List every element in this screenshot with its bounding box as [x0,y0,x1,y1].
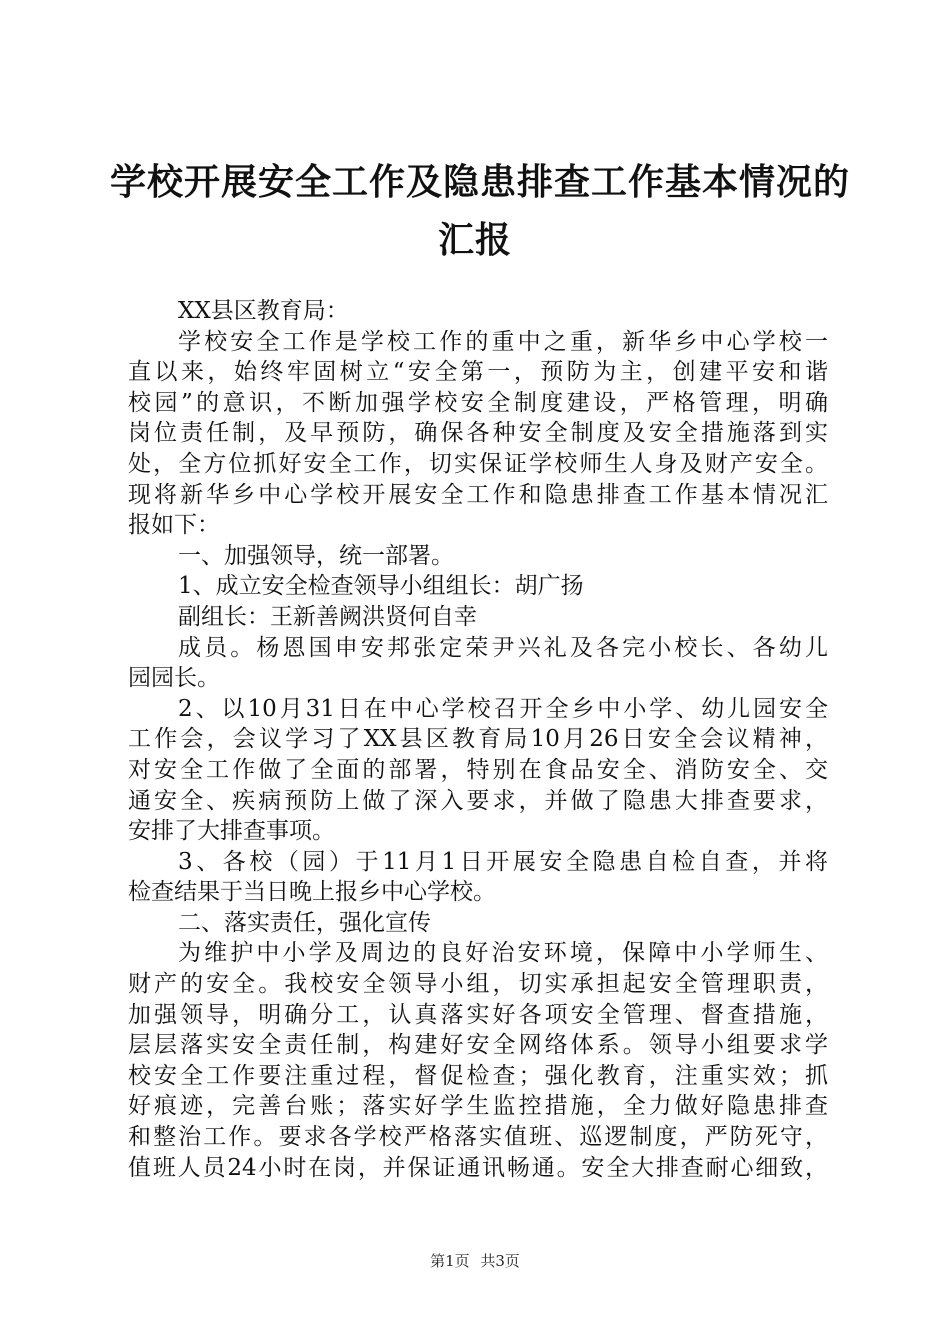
body-line: 检查结果于当日晚上报乡中心学校。 [128,879,496,906]
body-line: 3、各校（园）于11月1日开展安全隐患自检自查，并将 [178,848,828,875]
body-line: 现将新华乡中心学校开展安全工作和隐患排查工作基本情况汇 [128,481,828,508]
body-line: 层层落实安全责任制，构建好安全网络体系。领导小组要求学 [128,1032,828,1059]
body-line: 副组长：王新善阙洪贤何自幸 [178,603,477,630]
body-line: 学校安全工作是学校工作的重中之重，新华乡中心学校一 [178,328,828,355]
document-body [128,296,828,1183]
body-line: XX县区教育局： [178,298,349,324]
body-line: 报如下： [128,512,220,539]
body-line: 值班人员24小时在岗，并保证通讯畅通。安全大排查耐心细致， [128,1154,828,1181]
body-line: 二、落实责任，强化宣传 [178,909,431,936]
body-line: 为维护中小学及周边的良好治安环境，保障中小学师生、 [178,940,828,967]
page-number: 第1页 [430,1252,470,1270]
body-line: 一、加强领导，统一部署。 [178,542,454,569]
body-line: 1、成立安全检查领导小组组长：胡广扬 [178,573,584,600]
body-line: 好痕迹，完善台账；落实好学生监控措施，全力做好隐患排查 [128,1093,828,1120]
body-line: 工作会，会议学习了XX县区教育局10月26日安全会议精神， [128,726,828,753]
body-line: 和整治工作。要求各学校严格落实值班、巡逻制度，严防死守， [128,1124,828,1151]
body-line: 岗位责任制，及早预防，确保各种安全制度及安全措施落到实 [128,420,828,447]
body-line: 2、以10月31日在中心学校召开全乡中小学、幼儿园安全 [178,695,828,722]
document-title-line1: 学校开展安全工作及隐患排查工作基本情况的 [110,162,851,203]
body-line: 安排了大排查事项。 [128,818,335,845]
body-line: 校安全工作要注重过程，督促检查；强化教育，注重实效；抓 [128,1062,828,1089]
body-line: 对安全工作做了全面的部署，特别在食品安全、消防安全、交 [128,756,828,783]
body-line: 园园长。 [128,665,220,692]
body-line: 直以来，始终牢固树立“安全第一，预防为主，创建平安和谐 [128,359,828,386]
body-line: 加强领导，明确分工，认真落实好各项安全管理、督查措施， [128,1001,828,1028]
body-line: 财产的安全。我校安全领导小组，切实承担起安全管理职责， [128,971,828,998]
page-total: 共3页 [480,1252,520,1270]
body-line: 校园”的意识，不断加强学校安全制度建设，严格管理，明确 [128,389,828,416]
document-title-line2: 汇报 [437,220,512,261]
body-line: 成员。杨恩国申安邦张定荣尹兴礼及各完小校长、各幼儿 [178,634,828,661]
body-line: 通安全、疾病预防上做了深入要求，并做了隐患大排查要求， [128,787,828,814]
page-footer [0,1250,950,1271]
body-line: 处，全方位抓好安全工作，切实保证学校师生人身及财产安全。 [128,450,828,477]
